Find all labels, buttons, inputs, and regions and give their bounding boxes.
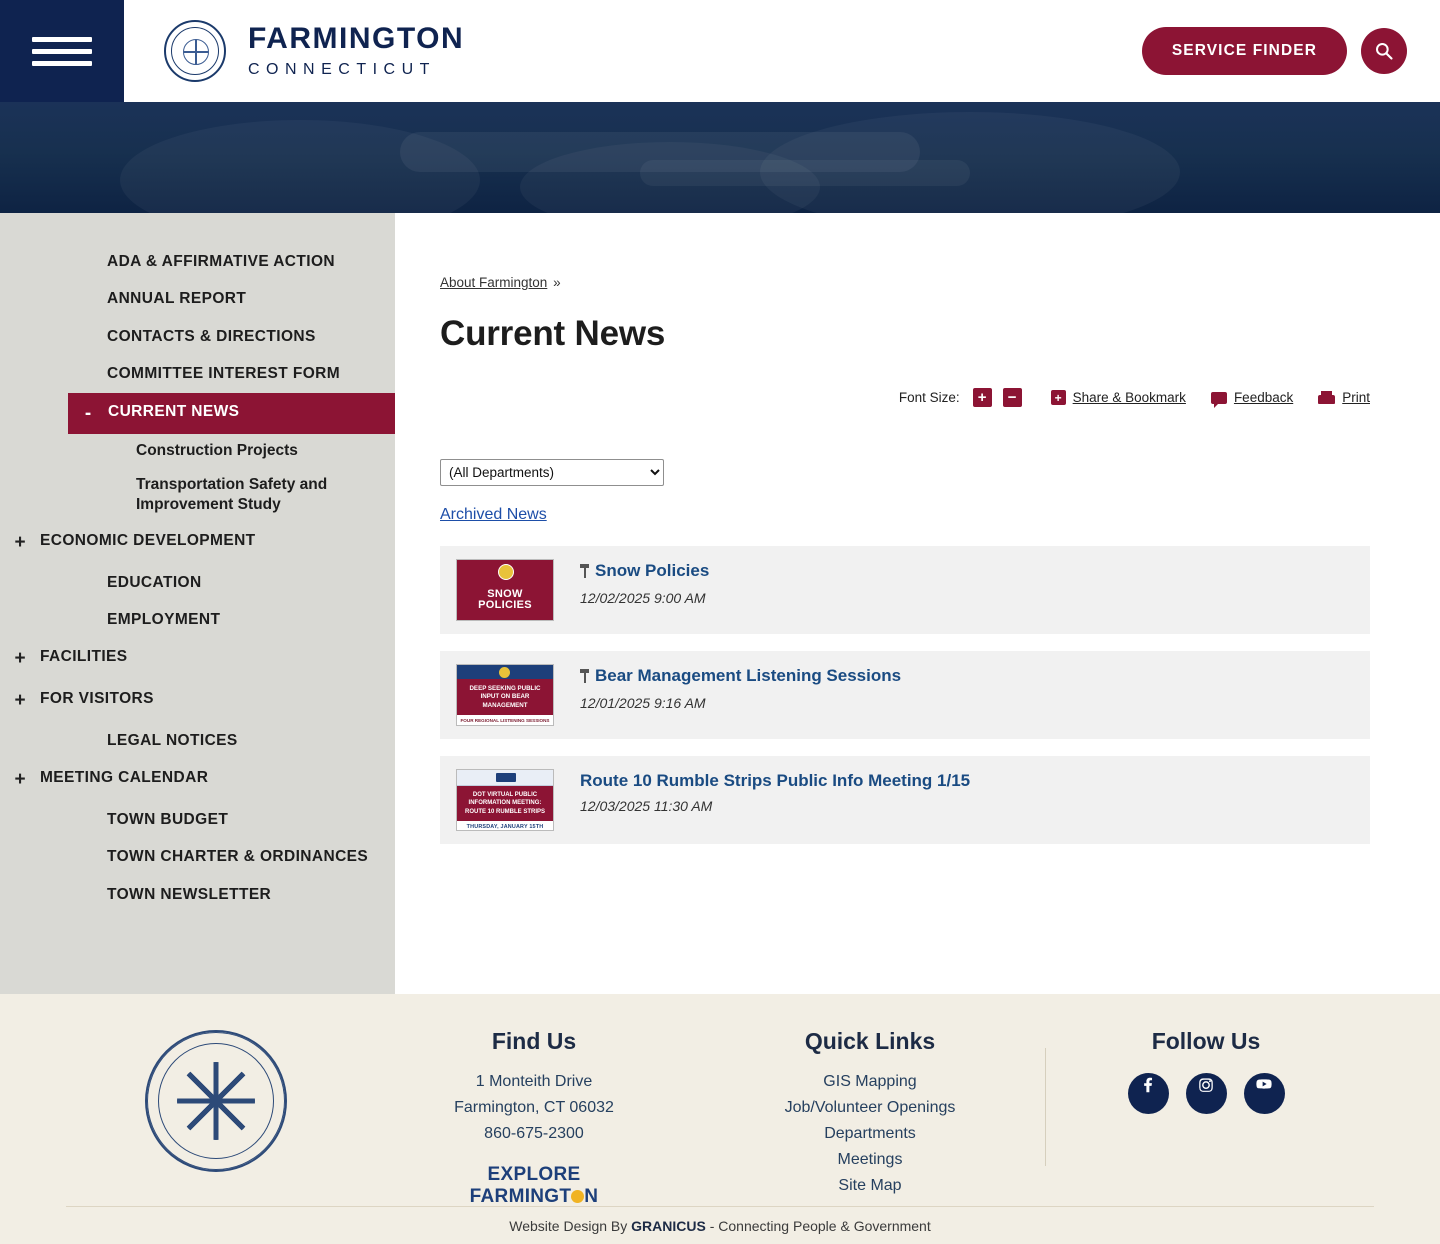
news-list-item[interactable] bbox=[440, 651, 1370, 739]
department-filter-select[interactable] bbox=[440, 459, 664, 486]
page-body bbox=[0, 213, 1440, 994]
footer-seal bbox=[66, 1018, 366, 1172]
sidebar-item-facilities[interactable] bbox=[0, 638, 395, 680]
sidebar-item-label: CURRENT NEWS bbox=[108, 402, 240, 420]
sidebar-item-economic-development[interactable] bbox=[0, 522, 395, 564]
news-body bbox=[580, 559, 709, 606]
credit-suffix: - Connecting People & Government bbox=[709, 1217, 931, 1234]
footer-phone[interactable]: 860-675-2300 bbox=[484, 1125, 584, 1142]
thumbnail-caption: DEEP SEEKING PUBLIC INPUT ON BEAR MANAGEMENT bbox=[457, 679, 553, 715]
collapse-minus-icon[interactable]: - bbox=[84, 402, 92, 424]
sidebar-subitem-construction-projects[interactable]: Construction Projects bbox=[136, 442, 298, 460]
sidebar-item-label: MEETING CALENDAR bbox=[40, 769, 209, 787]
sidebar-item-label: FACILITIES bbox=[40, 648, 128, 666]
hamburger-bar bbox=[32, 49, 92, 54]
news-date: 12/03/2025 11:30 AM bbox=[580, 798, 713, 815]
sidebar-item-town-newsletter[interactable] bbox=[0, 876, 395, 913]
footer-address-line-2: Farmington, CT 06032 bbox=[454, 1099, 614, 1116]
sidebar-item-meeting-calendar[interactable] bbox=[0, 759, 395, 801]
sidebar-item-current-news[interactable] bbox=[68, 393, 395, 435]
quick-link-gis-mapping[interactable]: GIS Mapping bbox=[823, 1073, 917, 1090]
sidebar-item-label: ECONOMIC DEVELOPMENT bbox=[40, 531, 256, 549]
sidebar-item-label: ANNUAL REPORT bbox=[107, 290, 247, 308]
youtube-icon[interactable] bbox=[1244, 1073, 1285, 1114]
footer-heading-find-us: Find Us bbox=[491, 1028, 577, 1054]
footer-follow-us bbox=[1038, 1018, 1374, 1122]
sidebar-item-annual-report[interactable] bbox=[0, 280, 395, 317]
explore-line-2: FARMINGT N bbox=[469, 1186, 599, 1207]
archived-news-link[interactable]: Archived News bbox=[440, 506, 547, 523]
social-links bbox=[1038, 1073, 1374, 1122]
share-bookmark-label: Share & Bookmark bbox=[1072, 390, 1186, 405]
page-title: Current News bbox=[440, 314, 666, 353]
footer-columns bbox=[66, 1018, 1374, 1207]
search-icon[interactable] bbox=[1361, 28, 1407, 74]
explore-dot-icon bbox=[571, 1190, 584, 1203]
page-tools bbox=[440, 388, 1370, 407]
sidebar-item-contacts-directions[interactable] bbox=[0, 318, 395, 355]
seal-emblem bbox=[177, 1062, 255, 1140]
breadcrumb-link-about-farmington[interactable]: About Farmington bbox=[440, 275, 548, 290]
sidebar-item-ada-affirmative-action[interactable] bbox=[0, 243, 395, 280]
header-actions bbox=[1142, 27, 1440, 75]
sidebar-item-town-charter-ordinances[interactable] bbox=[0, 838, 395, 875]
sidebar-item-committee-interest-form[interactable] bbox=[0, 355, 395, 392]
news-title-link[interactable] bbox=[580, 771, 970, 791]
sidebar-item-label: CONTACTS & DIRECTIONS bbox=[107, 327, 316, 345]
sidebar-item-label: ADA & AFFIRMATIVE ACTION bbox=[107, 253, 336, 270]
feedback-label: Feedback bbox=[1233, 390, 1294, 405]
sidebar-item-label: COMMITTEE INTEREST FORM bbox=[107, 365, 341, 383]
instagram-icon[interactable] bbox=[1186, 1073, 1227, 1114]
printer-icon bbox=[1318, 391, 1335, 405]
explore-farmington-logo[interactable] bbox=[470, 1165, 599, 1206]
news-body bbox=[580, 664, 901, 711]
news-thumbnail-snow-policies[interactable] bbox=[456, 559, 554, 621]
explore-line-1: EXPLORE bbox=[487, 1164, 581, 1185]
thumbnail-subcaption: FOUR REGIONAL LISTENING SESSIONS bbox=[460, 718, 550, 724]
thumbnail-subcaption: THURSDAY, JANUARY 15TH bbox=[466, 824, 544, 831]
credit-prefix: Website Design By bbox=[509, 1217, 628, 1234]
sidebar-item-town-budget[interactable] bbox=[0, 801, 395, 838]
print-label: Print bbox=[1342, 390, 1370, 405]
breadcrumb-separator: » bbox=[553, 275, 561, 290]
news-date: 12/02/2025 9:00 AM bbox=[580, 590, 706, 607]
sidebar-nav bbox=[0, 213, 395, 994]
news-title-text: Snow Policies bbox=[595, 561, 710, 580]
sidebar-subitem-transportation-safety-study[interactable]: Transportation Safety and Improvement Study bbox=[136, 476, 328, 513]
news-title-text: Route 10 Rumble Strips Public Info Meeting 1/15 bbox=[580, 771, 971, 790]
pin-icon bbox=[580, 564, 589, 578]
quick-link-departments[interactable]: Departments bbox=[824, 1125, 916, 1142]
news-thumbnail-route-10[interactable] bbox=[456, 769, 554, 831]
quick-link-meetings[interactable]: Meetings bbox=[837, 1151, 903, 1168]
thumbnail-caption bbox=[457, 589, 553, 612]
breadcrumb bbox=[440, 275, 1370, 290]
sidebar-item-label: TOWN CHARTER & ORDINANCES bbox=[107, 848, 369, 866]
thumbnail-header-band bbox=[457, 770, 553, 786]
sidebar-item-label: TOWN NEWSLETTER bbox=[107, 885, 272, 903]
sidebar-item-label: EMPLOYMENT bbox=[107, 610, 221, 628]
hamburger-bar bbox=[32, 37, 92, 42]
news-date: 12/01/2025 9:16 AM bbox=[580, 695, 706, 712]
speech-bubble-icon bbox=[1211, 392, 1227, 404]
print-button[interactable] bbox=[1318, 390, 1370, 405]
share-plus-icon: + bbox=[1051, 390, 1066, 405]
town-seal-icon bbox=[164, 20, 226, 82]
thumbnail-caption: DOT VIRTUAL PUBLIC INFORMATION MEETING: ROUTE 10 RUMBLE STRIPS bbox=[457, 786, 553, 821]
news-body bbox=[580, 769, 970, 814]
hero-decor bbox=[640, 160, 970, 186]
share-bookmark-button[interactable] bbox=[1051, 390, 1186, 405]
news-list-item[interactable] bbox=[440, 756, 1370, 844]
sidebar-item-label: LEGAL NOTICES bbox=[107, 731, 238, 749]
news-thumbnail-bear-management[interactable] bbox=[456, 664, 554, 726]
footer-credit bbox=[66, 1206, 1374, 1244]
footer-find-us bbox=[366, 1018, 702, 1207]
thumbnail-header-band bbox=[457, 665, 553, 679]
town-seal-icon bbox=[145, 1030, 287, 1172]
sidebar-item-legal-notices[interactable] bbox=[0, 722, 395, 759]
news-list-item[interactable] bbox=[440, 546, 1370, 634]
site-footer bbox=[0, 994, 1440, 1244]
font-increase-button[interactable]: + bbox=[973, 388, 992, 407]
thumbnail-line-1: SNOW bbox=[487, 587, 523, 600]
sidebar-item-education[interactable] bbox=[0, 564, 395, 601]
brand-subtitle: CONNECTICUT bbox=[248, 61, 436, 78]
sidebar-item-for-visitors[interactable] bbox=[0, 680, 395, 722]
font-decrease-button[interactable]: − bbox=[1003, 388, 1022, 407]
brand-plate bbox=[124, 0, 1440, 102]
service-finder-button[interactable]: SERVICE FINDER bbox=[1142, 27, 1347, 75]
hero-banner-image bbox=[0, 102, 1440, 213]
news-title-text: Bear Management Listening Sessions bbox=[595, 666, 902, 685]
main-content bbox=[395, 213, 1440, 994]
news-title-link[interactable] bbox=[580, 666, 901, 686]
font-size-label: Font Size: bbox=[898, 390, 960, 405]
expand-plus-icon[interactable]: + bbox=[14, 690, 26, 712]
sidebar-item-label: FOR VISITORS bbox=[40, 690, 154, 708]
site-header bbox=[0, 0, 1440, 102]
footer-heading-follow-us: Follow Us bbox=[1151, 1028, 1261, 1054]
news-title-link[interactable] bbox=[580, 561, 709, 581]
sidebar-item-employment[interactable] bbox=[0, 601, 395, 638]
footer-quick-links bbox=[702, 1018, 1038, 1203]
footer-heading-quick-links: Quick Links bbox=[804, 1028, 936, 1054]
expand-plus-icon[interactable]: + bbox=[14, 531, 26, 553]
brand-title: FARMINGTON bbox=[248, 22, 465, 55]
feedback-button[interactable] bbox=[1211, 390, 1293, 405]
expand-plus-icon[interactable]: + bbox=[14, 648, 26, 670]
quick-link-site-map[interactable]: Site Map bbox=[838, 1177, 902, 1194]
sidebar-item-label: EDUCATION bbox=[107, 573, 202, 591]
sidebar-item-label: TOWN BUDGET bbox=[107, 811, 229, 829]
thumbnail-line-2: POLICIES bbox=[478, 599, 532, 612]
footer-address-line-1: 1 Monteith Drive bbox=[475, 1073, 593, 1090]
hamburger-menu-icon[interactable] bbox=[0, 0, 124, 102]
credit-brand[interactable]: GRANICUS bbox=[631, 1217, 706, 1234]
seal-badge-icon bbox=[498, 564, 514, 580]
facebook-icon[interactable] bbox=[1128, 1073, 1169, 1114]
quick-link-job-volunteer-openings[interactable]: Job/Volunteer Openings bbox=[784, 1099, 956, 1116]
expand-plus-icon[interactable]: + bbox=[14, 769, 26, 791]
hamburger-bar bbox=[32, 61, 92, 66]
pin-icon bbox=[580, 669, 589, 683]
brand[interactable] bbox=[248, 24, 464, 78]
